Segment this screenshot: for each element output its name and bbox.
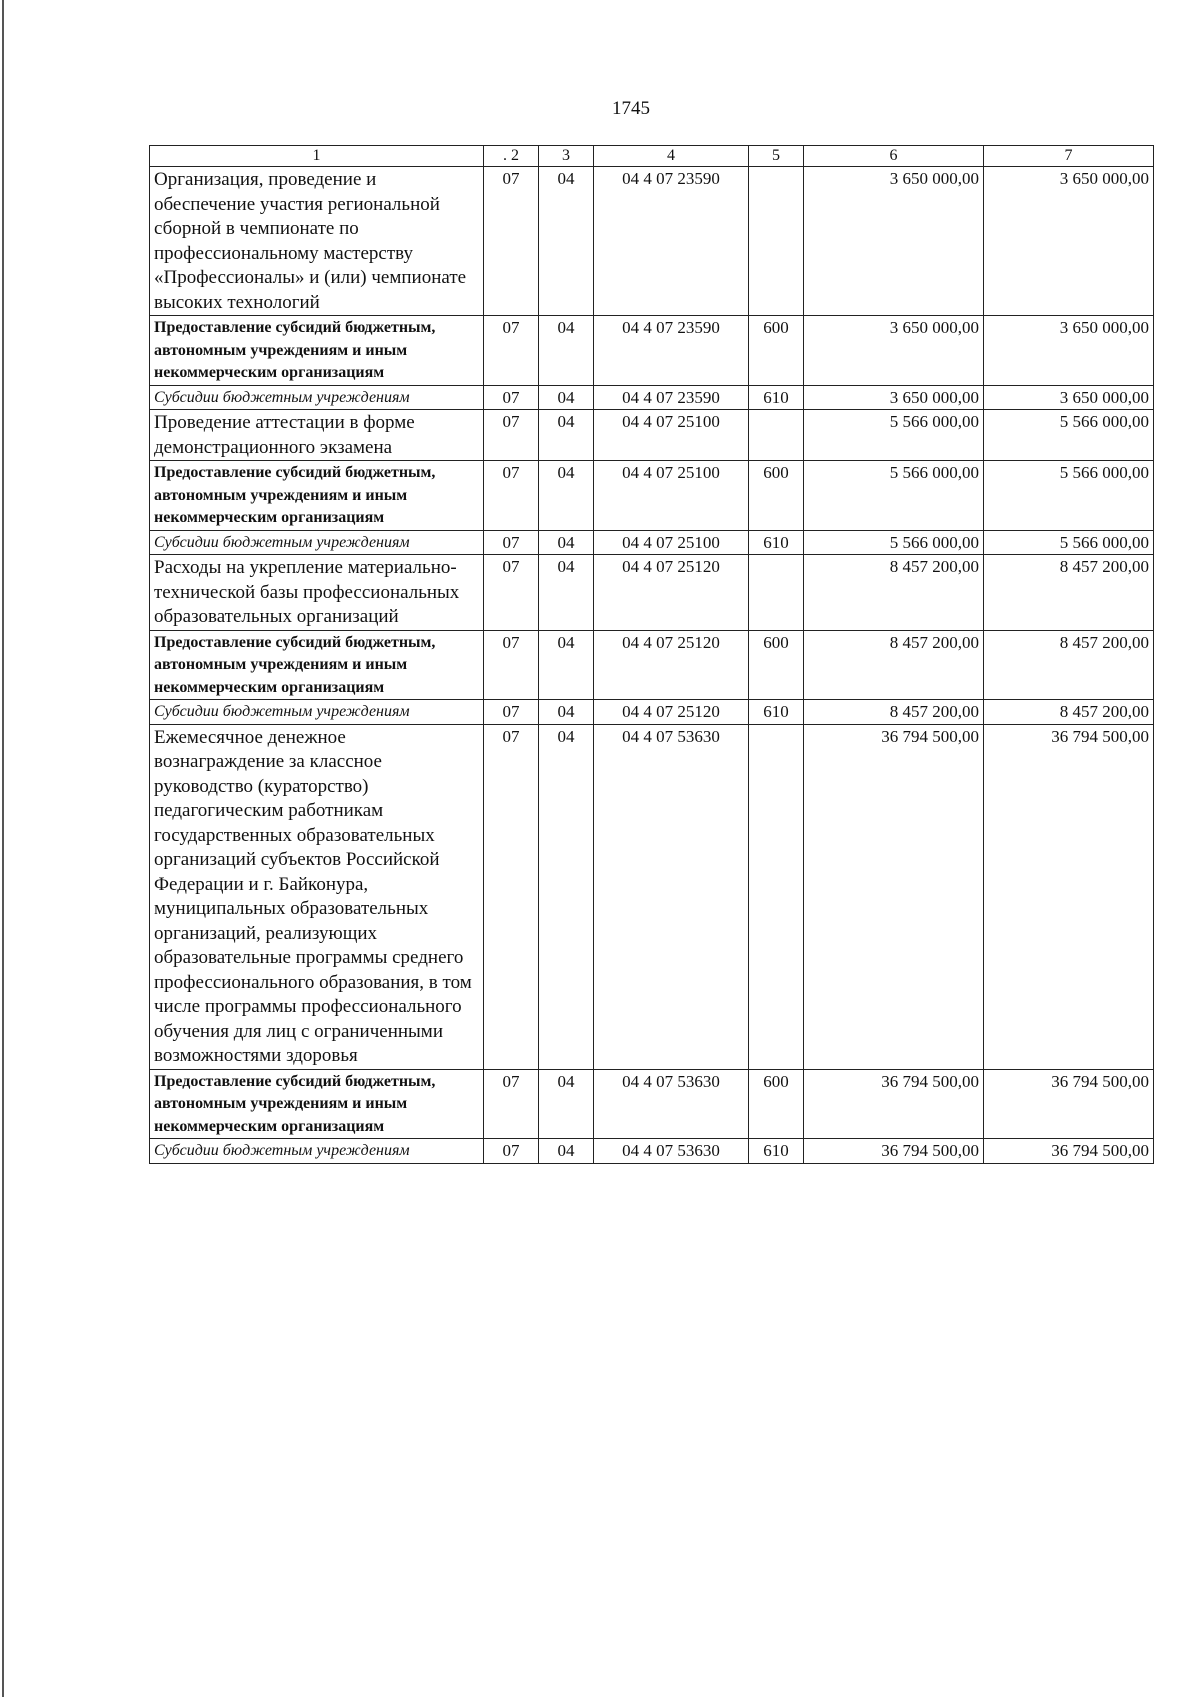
subsection-code-cell: 04 bbox=[539, 630, 594, 700]
target-article-cell: 04 4 07 53630 bbox=[594, 1139, 749, 1164]
amount-year-2-cell: 8 457 200,00 bbox=[984, 700, 1154, 725]
amount-year-1-cell: 36 794 500,00 bbox=[804, 1139, 984, 1164]
expense-type-cell: 610 bbox=[749, 1139, 804, 1164]
name-cell: Организация, проведение и обеспечение участия региональной сборной в чемпионате по профессиональному мастерству «Профессионалы» и (или) чемпионате высоких технологий bbox=[150, 167, 484, 316]
amount-year-1-cell: 36 794 500,00 bbox=[804, 724, 984, 1069]
amount-year-2-cell: 8 457 200,00 bbox=[984, 555, 1154, 631]
subsection-code-cell: 04 bbox=[539, 316, 594, 386]
header-cell-3: 3 bbox=[539, 146, 594, 167]
section-code-cell: 07 bbox=[484, 530, 539, 555]
amount-year-1-cell: 8 457 200,00 bbox=[804, 555, 984, 631]
name-cell: Предоставление субсидий бюджетным, автономным учреждениям и иным некоммерческим организациям bbox=[150, 316, 484, 386]
amount-year-2-cell: 36 794 500,00 bbox=[984, 1139, 1154, 1164]
name-cell: Субсидии бюджетным учреждениям bbox=[150, 700, 484, 725]
target-article-cell: 04 4 07 25120 bbox=[594, 630, 749, 700]
scan-left-edge bbox=[2, 0, 4, 1697]
amount-year-1-cell: 5 566 000,00 bbox=[804, 410, 984, 461]
name-cell: Предоставление субсидий бюджетным, автономным учреждениям и иным некоммерческим организациям bbox=[150, 461, 484, 531]
table-row bbox=[150, 530, 1154, 555]
name-cell: Проведение аттестации в форме демонстрационного экзамена bbox=[150, 410, 484, 461]
section-code-cell: 07 bbox=[484, 555, 539, 631]
target-article-cell: 04 4 07 25100 bbox=[594, 530, 749, 555]
amount-year-2-cell: 3 650 000,00 bbox=[984, 167, 1154, 316]
expense-type-cell bbox=[749, 724, 804, 1069]
subsection-code-cell: 04 bbox=[539, 385, 594, 410]
section-code-cell: 07 bbox=[484, 461, 539, 531]
name-cell: Расходы на укрепление материально-технической базы профессиональных образовательных организаций bbox=[150, 555, 484, 631]
table-row bbox=[150, 700, 1154, 725]
table-row bbox=[150, 1139, 1154, 1164]
header-cell-4: 4 bbox=[594, 146, 749, 167]
header-cell-5: 5 bbox=[749, 146, 804, 167]
expense-type-cell bbox=[749, 410, 804, 461]
table-row bbox=[150, 410, 1154, 461]
target-article-cell: 04 4 07 23590 bbox=[594, 316, 749, 386]
expense-type-cell: 600 bbox=[749, 1069, 804, 1139]
amount-year-2-cell: 5 566 000,00 bbox=[984, 530, 1154, 555]
amount-year-1-cell: 8 457 200,00 bbox=[804, 700, 984, 725]
table-row bbox=[150, 461, 1154, 531]
section-code-cell: 07 bbox=[484, 1139, 539, 1164]
header-cell-1: 1 bbox=[150, 146, 484, 167]
subsection-code-cell: 04 bbox=[539, 1069, 594, 1139]
amount-year-2-cell: 36 794 500,00 bbox=[984, 1069, 1154, 1139]
table-body bbox=[150, 146, 1154, 1164]
table-row bbox=[150, 316, 1154, 386]
expense-type-cell: 610 bbox=[749, 530, 804, 555]
section-code-cell: 07 bbox=[484, 724, 539, 1069]
amount-year-1-cell: 8 457 200,00 bbox=[804, 630, 984, 700]
table-row bbox=[150, 630, 1154, 700]
target-article-cell: 04 4 07 25120 bbox=[594, 700, 749, 725]
amount-year-2-cell: 8 457 200,00 bbox=[984, 630, 1154, 700]
amount-year-2-cell: 5 566 000,00 bbox=[984, 410, 1154, 461]
amount-year-1-cell: 3 650 000,00 bbox=[804, 316, 984, 386]
amount-year-2-cell: 5 566 000,00 bbox=[984, 461, 1154, 531]
name-cell: Субсидии бюджетным учреждениям bbox=[150, 530, 484, 555]
expense-type-cell: 600 bbox=[749, 461, 804, 531]
table-row bbox=[150, 167, 1154, 316]
section-code-cell: 07 bbox=[484, 700, 539, 725]
section-code-cell: 07 bbox=[484, 385, 539, 410]
subsection-code-cell: 04 bbox=[539, 410, 594, 461]
table-row bbox=[150, 1069, 1154, 1139]
subsection-code-cell: 04 bbox=[539, 555, 594, 631]
target-article-cell: 04 4 07 53630 bbox=[594, 1069, 749, 1139]
subsection-code-cell: 04 bbox=[539, 1139, 594, 1164]
name-cell: Субсидии бюджетным учреждениям bbox=[150, 385, 484, 410]
subsection-code-cell: 04 bbox=[539, 724, 594, 1069]
target-article-cell: 04 4 07 25120 bbox=[594, 555, 749, 631]
subsection-code-cell: 04 bbox=[539, 461, 594, 531]
section-code-cell: 07 bbox=[484, 1069, 539, 1139]
table-row bbox=[150, 555, 1154, 631]
header-cell-7: 7 bbox=[984, 146, 1154, 167]
expense-type-cell: 600 bbox=[749, 316, 804, 386]
expense-type-cell: 610 bbox=[749, 700, 804, 725]
page-number: 1745 bbox=[612, 98, 650, 119]
target-article-cell: 04 4 07 23590 bbox=[594, 385, 749, 410]
name-cell: Предоставление субсидий бюджетным, автономным учреждениям и иным некоммерческим организациям bbox=[150, 630, 484, 700]
subsection-code-cell: 04 bbox=[539, 167, 594, 316]
section-code-cell: 07 bbox=[484, 167, 539, 316]
section-code-cell: 07 bbox=[484, 410, 539, 461]
table-row bbox=[150, 385, 1154, 410]
amount-year-1-cell: 36 794 500,00 bbox=[804, 1069, 984, 1139]
expense-type-cell bbox=[749, 167, 804, 316]
header-cell-2: . 2 bbox=[484, 146, 539, 167]
subsection-code-cell: 04 bbox=[539, 700, 594, 725]
budget-table bbox=[149, 145, 1154, 1164]
name-cell: Ежемесячное денежное вознаграждение за классное руководство (кураторство) педагогическим работникам государственных образовательных организаций субъектов Российской Федерации и г. Байконура, муниципальных образовательных организаций, реализующих образовательные программы среднего профессионального образования, в том числе программы профессионального обучения для лиц с ограниченными возможностями здоровья bbox=[150, 724, 484, 1069]
header-cell-6: 6 bbox=[804, 146, 984, 167]
section-code-cell: 07 bbox=[484, 630, 539, 700]
table-row bbox=[150, 724, 1154, 1069]
name-cell: Субсидии бюджетным учреждениям bbox=[150, 1139, 484, 1164]
amount-year-2-cell: 3 650 000,00 bbox=[984, 385, 1154, 410]
amount-year-1-cell: 5 566 000,00 bbox=[804, 530, 984, 555]
amount-year-1-cell: 3 650 000,00 bbox=[804, 167, 984, 316]
expense-type-cell: 600 bbox=[749, 630, 804, 700]
header-row bbox=[150, 146, 1154, 167]
target-article-cell: 04 4 07 25100 bbox=[594, 461, 749, 531]
amount-year-2-cell: 36 794 500,00 bbox=[984, 724, 1154, 1069]
target-article-cell: 04 4 07 23590 bbox=[594, 167, 749, 316]
subsection-code-cell: 04 bbox=[539, 530, 594, 555]
target-article-cell: 04 4 07 53630 bbox=[594, 724, 749, 1069]
amount-year-2-cell: 3 650 000,00 bbox=[984, 316, 1154, 386]
target-article-cell: 04 4 07 25100 bbox=[594, 410, 749, 461]
section-code-cell: 07 bbox=[484, 316, 539, 386]
amount-year-1-cell: 3 650 000,00 bbox=[804, 385, 984, 410]
amount-year-1-cell: 5 566 000,00 bbox=[804, 461, 984, 531]
expense-type-cell: 610 bbox=[749, 385, 804, 410]
name-cell: Предоставление субсидий бюджетным, автономным учреждениям и иным некоммерческим организациям bbox=[150, 1069, 484, 1139]
expense-type-cell bbox=[749, 555, 804, 631]
